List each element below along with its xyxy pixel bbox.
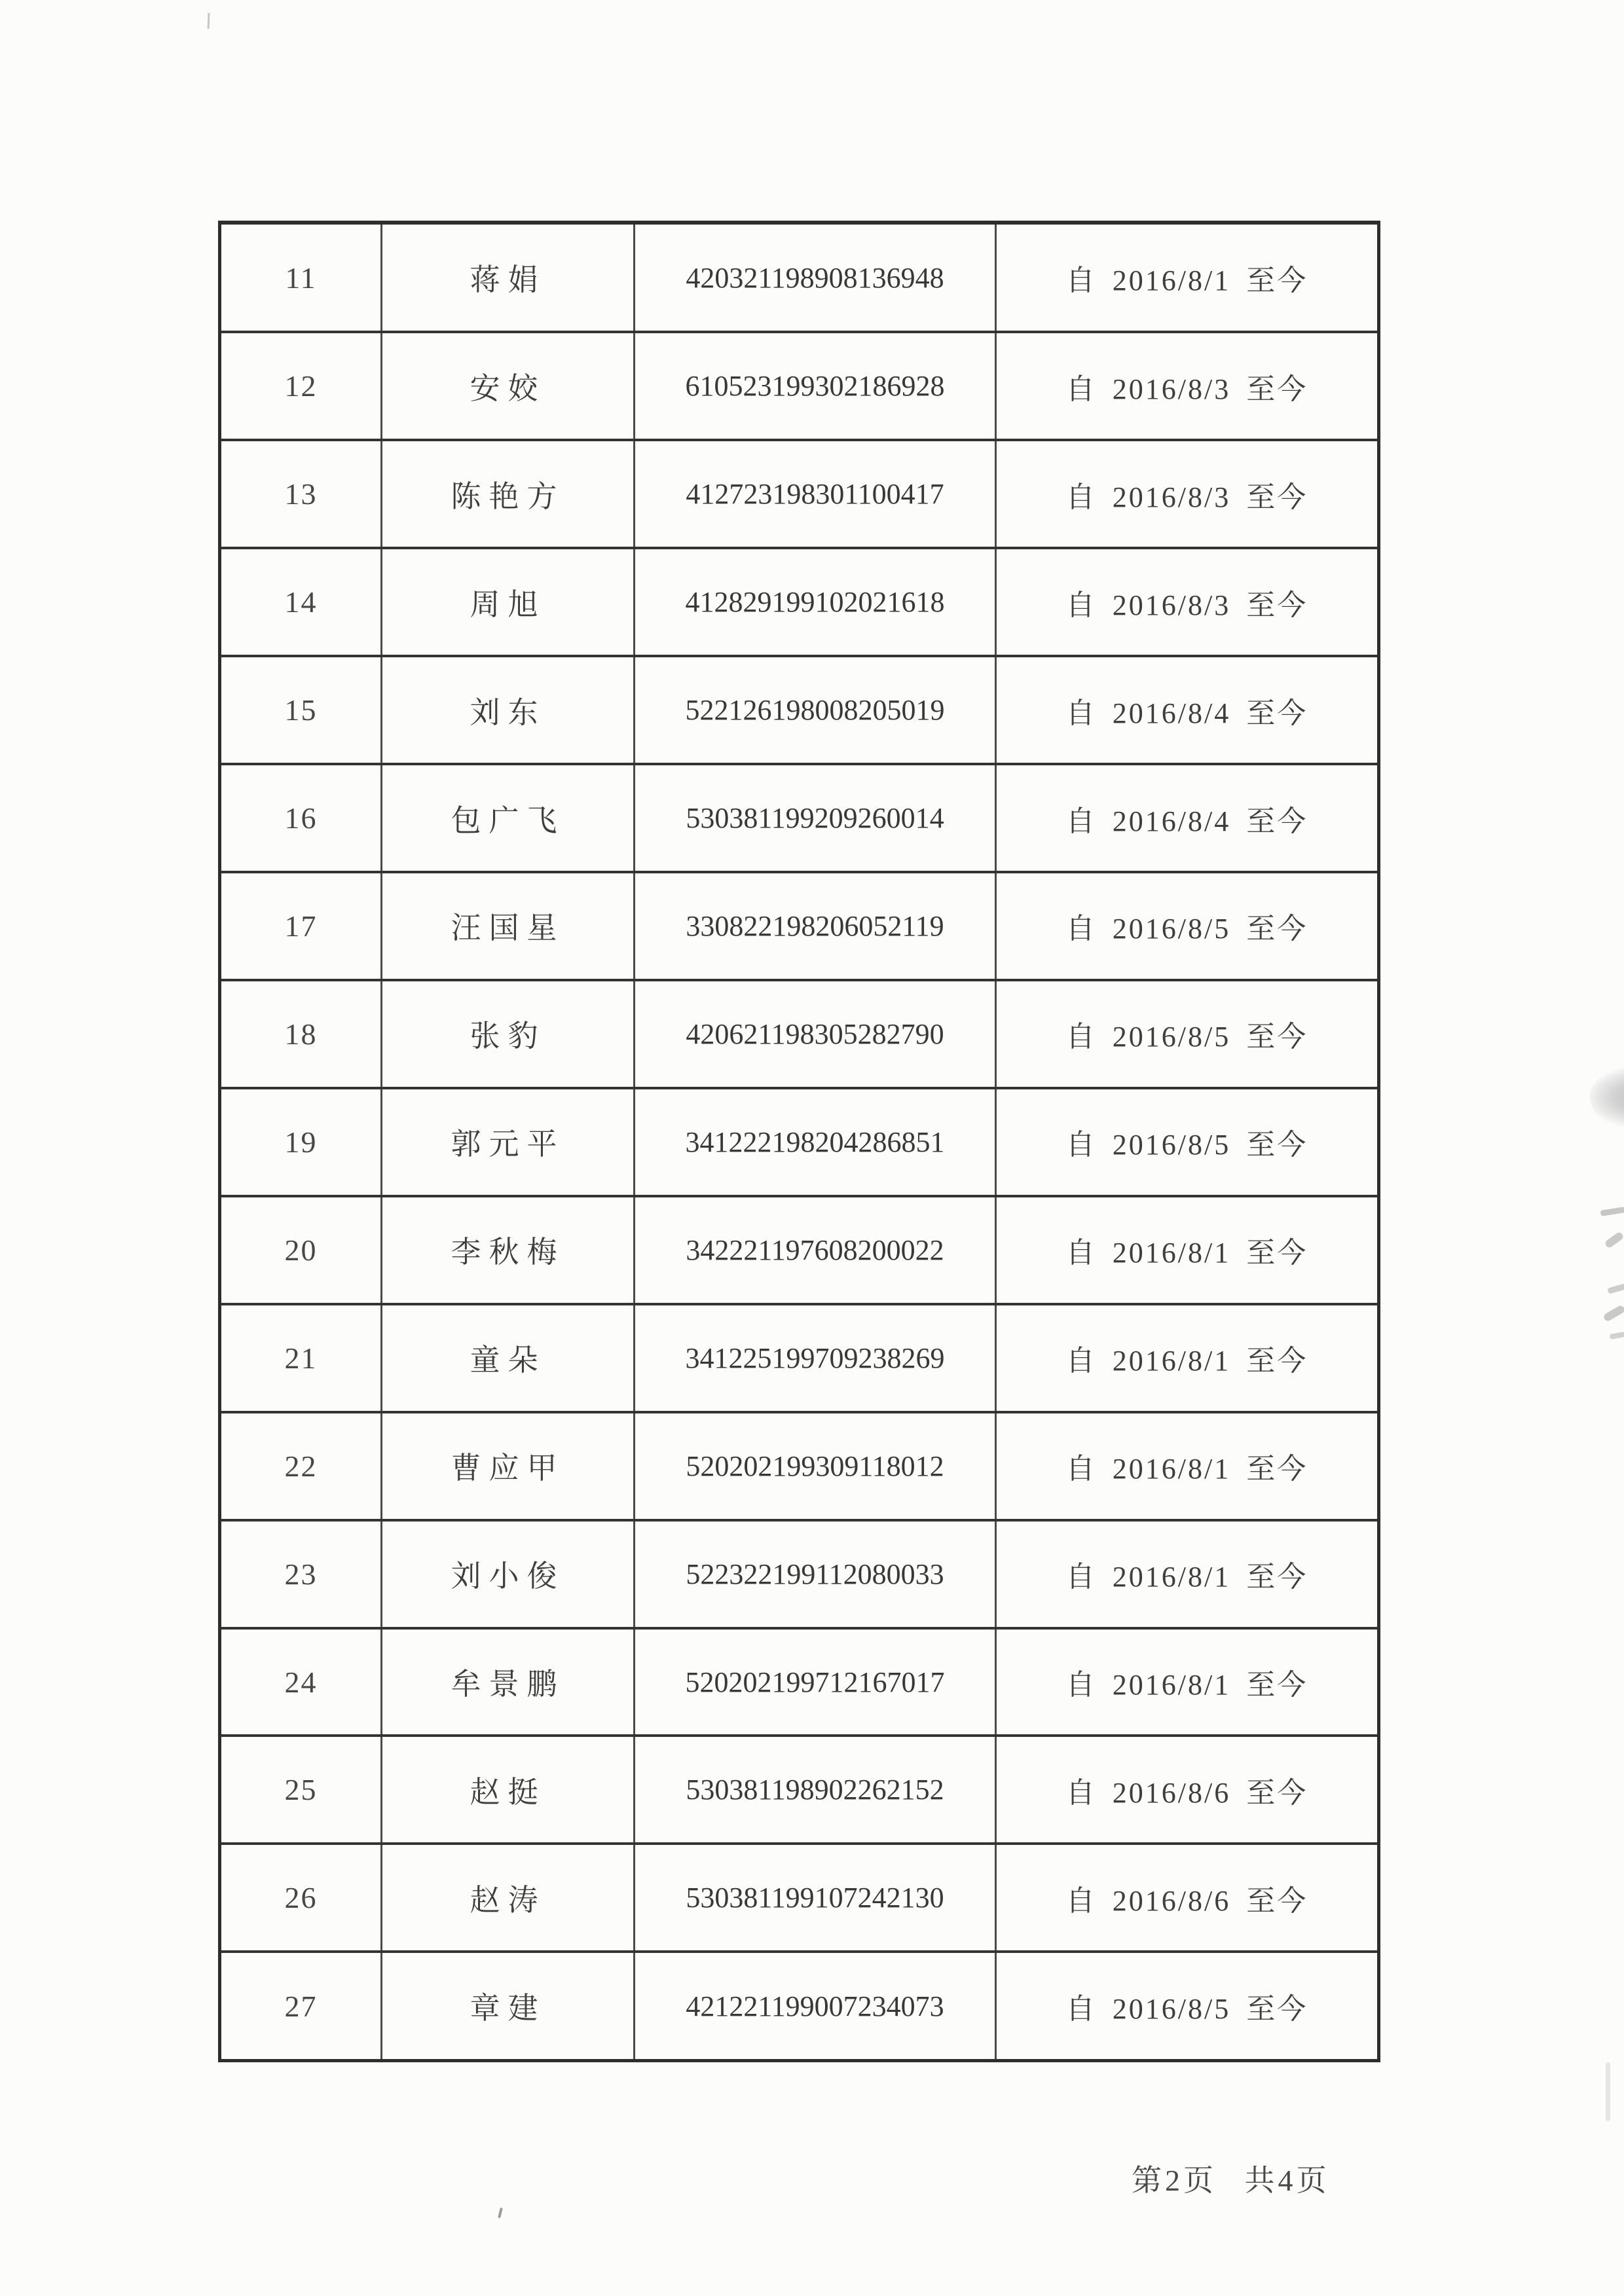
row-index-cell: 23	[220, 1520, 382, 1628]
row-name-cell: 赵涛	[382, 1844, 635, 1952]
page-number-footer: 第2页 共4页	[1132, 2164, 1330, 2197]
row-name-cell: 刘东	[382, 656, 635, 764]
row-index-cell: 27	[220, 1952, 382, 2060]
row-period-cell: 自 2016/8/1 至今	[996, 1628, 1379, 1736]
row-id-cell: 412829199102021618	[635, 548, 996, 656]
table-row	[220, 223, 1379, 332]
row-name-cell: 曹应甲	[382, 1412, 635, 1520]
scan-artifact-stamp-edge	[1590, 1067, 1624, 1127]
table-row	[220, 656, 1379, 764]
row-id-cell: 522322199112080033	[635, 1520, 996, 1628]
table-row	[220, 548, 1379, 656]
table-row	[220, 332, 1379, 440]
row-period-cell: 自 2016/8/5 至今	[996, 1952, 1379, 2060]
row-id-cell: 420321198908136948	[635, 223, 996, 332]
row-name-cell: 包广飞	[382, 764, 635, 872]
table-row	[220, 764, 1379, 872]
row-name-cell: 周旭	[382, 548, 635, 656]
table-row	[220, 1736, 1379, 1844]
row-id-cell: 421221199007234073	[635, 1952, 996, 2060]
scan-artifact-smudge	[1609, 1332, 1624, 1339]
row-name-cell: 刘小俊	[382, 1520, 635, 1628]
table-row	[220, 1628, 1379, 1736]
row-period-cell: 自 2016/8/3 至今	[996, 548, 1379, 656]
row-index-cell: 22	[220, 1412, 382, 1520]
roster-table	[218, 221, 1380, 2062]
table-row	[220, 1196, 1379, 1304]
row-period-cell: 自 2016/8/1 至今	[996, 1520, 1379, 1628]
row-name-cell: 童朵	[382, 1304, 635, 1412]
row-period-cell: 自 2016/8/5 至今	[996, 980, 1379, 1088]
row-index-cell: 18	[220, 980, 382, 1088]
row-id-cell: 330822198206052119	[635, 872, 996, 980]
scan-artifact-smudge	[1600, 1207, 1624, 1216]
row-id-cell: 341222198204286851	[635, 1088, 996, 1196]
table-row	[220, 980, 1379, 1088]
row-id-cell: 530381199209260014	[635, 764, 996, 872]
row-period-cell: 自 2016/8/1 至今	[996, 1196, 1379, 1304]
scan-artifact-smudge	[1602, 1304, 1624, 1322]
scan-artifact-smudge	[1607, 1283, 1624, 1294]
row-period-cell: 自 2016/8/5 至今	[996, 1088, 1379, 1196]
row-id-cell: 341225199709238269	[635, 1304, 996, 1412]
table-row	[220, 872, 1379, 980]
table-row	[220, 440, 1379, 548]
table-row	[220, 1304, 1379, 1412]
row-index-cell: 25	[220, 1736, 382, 1844]
row-period-cell: 自 2016/8/6 至今	[996, 1736, 1379, 1844]
row-period-cell: 自 2016/8/4 至今	[996, 656, 1379, 764]
row-id-cell: 520202199712167017	[635, 1628, 996, 1736]
row-id-cell: 610523199302186928	[635, 332, 996, 440]
row-name-cell: 安姣	[382, 332, 635, 440]
row-index-cell: 26	[220, 1844, 382, 1952]
row-period-cell: 自 2016/8/1 至今	[996, 223, 1379, 332]
row-index-cell: 20	[220, 1196, 382, 1304]
table-row	[220, 1952, 1379, 2060]
scan-artifact-speck	[498, 2208, 503, 2218]
row-name-cell: 蒋娟	[382, 223, 635, 332]
table-row	[220, 1520, 1379, 1628]
scan-artifact-smudge	[1604, 1231, 1624, 1248]
row-id-cell: 530381199107242130	[635, 1844, 996, 1952]
row-period-cell: 自 2016/8/3 至今	[996, 332, 1379, 440]
row-id-cell: 522126198008205019	[635, 656, 996, 764]
row-period-cell: 自 2016/8/6 至今	[996, 1844, 1379, 1952]
row-period-cell: 自 2016/8/1 至今	[996, 1304, 1379, 1412]
scan-artifact-streak	[1606, 2062, 1610, 2121]
row-name-cell: 牟景鹏	[382, 1628, 635, 1736]
row-index-cell: 14	[220, 548, 382, 656]
roster-table-body	[220, 223, 1379, 2061]
table-row	[220, 1844, 1379, 1952]
row-name-cell: 章建	[382, 1952, 635, 2060]
row-id-cell: 530381198902262152	[635, 1736, 996, 1844]
row-index-cell: 24	[220, 1628, 382, 1736]
row-period-cell: 自 2016/8/3 至今	[996, 440, 1379, 548]
row-index-cell: 12	[220, 332, 382, 440]
row-index-cell: 21	[220, 1304, 382, 1412]
row-id-cell: 412723198301100417	[635, 440, 996, 548]
row-id-cell: 420621198305282790	[635, 980, 996, 1088]
row-index-cell: 19	[220, 1088, 382, 1196]
row-name-cell: 郭元平	[382, 1088, 635, 1196]
row-id-cell: 520202199309118012	[635, 1412, 996, 1520]
scan-artifact-tick	[208, 13, 210, 29]
row-index-cell: 15	[220, 656, 382, 764]
row-name-cell: 赵挺	[382, 1736, 635, 1844]
row-name-cell: 张豹	[382, 980, 635, 1088]
row-name-cell: 李秋梅	[382, 1196, 635, 1304]
row-period-cell: 自 2016/8/4 至今	[996, 764, 1379, 872]
row-period-cell: 自 2016/8/5 至今	[996, 872, 1379, 980]
table-row	[220, 1088, 1379, 1196]
row-index-cell: 13	[220, 440, 382, 548]
row-index-cell: 11	[220, 223, 382, 332]
row-index-cell: 17	[220, 872, 382, 980]
row-index-cell: 16	[220, 764, 382, 872]
row-name-cell: 汪国星	[382, 872, 635, 980]
row-name-cell: 陈艳方	[382, 440, 635, 548]
row-id-cell: 342221197608200022	[635, 1196, 996, 1304]
table-row	[220, 1412, 1379, 1520]
row-period-cell: 自 2016/8/1 至今	[996, 1412, 1379, 1520]
